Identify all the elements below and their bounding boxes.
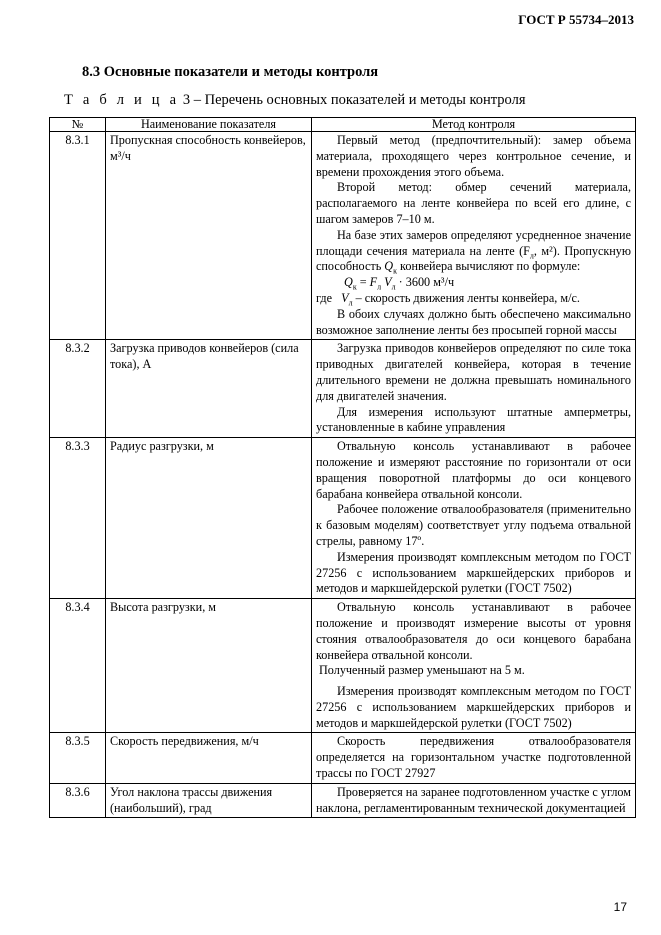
column-header-name: Наименование показателя xyxy=(106,118,312,132)
method-paragraph xyxy=(316,228,631,275)
method-paragraph: Загрузка приводов конвейеров определяют по силе тока приводных двигателей конвейера, которая в течение длительного времени не должна превышать номинального для двигателей значения. xyxy=(316,341,631,403)
control-method xyxy=(312,340,636,438)
table-row xyxy=(50,438,636,599)
method-text: , м²). Пропускную способность xyxy=(316,243,631,274)
method-paragraph: В обоих случаях должно быть обеспечено максимально возможное заполнение ленты без просыпей горной массы xyxy=(316,306,631,337)
method-paragraph: Измерения производят комплексным методом по ГОСТ 27256 с использованием маркшейдерских приборов и методов и маркшейдерской рулетки (ГОСТ 7502) xyxy=(316,684,631,730)
method-paragraph: Первый метод (предпочтительный): замер объема материала, проходящего через контрольное сечение, и времени прохождения этого объема. xyxy=(316,133,631,179)
indicator-name: Загрузка приводов конвейеров (сила тока), А xyxy=(106,340,312,438)
control-method xyxy=(312,438,636,599)
method-text: конвейера вычисляют по формуле: xyxy=(400,259,581,274)
indicator-name: Угол наклона трассы движения (наибольший), град xyxy=(106,783,312,818)
indicator-name: Пропускная способность конвейеров, м³/ч xyxy=(106,132,312,340)
row-number: 8.3.3 xyxy=(50,438,106,599)
page-number: 17 xyxy=(613,900,627,914)
document-header: ГОСТ Р 55734–2013 xyxy=(518,12,634,27)
formula: $Q_к = F_л$ $V_л \cdot 3600$ м³/ч xyxy=(344,275,455,292)
subscript-l: л xyxy=(529,251,534,261)
section-title: 8.3 Основные показатели и методы контроля xyxy=(82,64,379,80)
formula-tail: · 3600 м³/ч xyxy=(398,275,455,290)
column-header-number: № xyxy=(50,118,106,132)
row-number: 8.3.5 xyxy=(50,733,106,783)
subscript-k: к xyxy=(393,266,397,276)
method-paragraph: Для измерения используют штатные амперметры, установленные в кабине управления xyxy=(316,404,631,435)
method-paragraph: Второй метод: обмер сечений материала, располагаемого на ленте конвейера по всей его длине, с шагом замеров 7–10 м. xyxy=(316,180,631,226)
method-paragraph: Скорость передвижения отвалообразователя определяется на горизонтальном участке подготовленной трассы по ГОСТ 27927 xyxy=(316,734,631,781)
control-method xyxy=(312,132,636,340)
method-paragraph: где $V_л$ – скорость движения ленты конвейера, м/с. xyxy=(316,290,580,308)
indicator-name: Скорость передвижения, м/ч xyxy=(106,733,312,783)
control-method xyxy=(312,733,636,783)
table-caption-label: Т а б л и ц а xyxy=(64,92,180,108)
method-text: На базе этих замеров определяют усредненное значение площади сечения материала на ленте (F xyxy=(316,227,631,258)
method-paragraph: Рабочее положение отвалообразователя (применительно к базовым моделям) соответствует углу подъема отвальной стрелы, равному 17º. xyxy=(316,502,631,548)
method-paragraph: Отвальную консоль устанавливают в рабочее положение и измеряют расстояние по горизонтали от оси вращения поворотной платформы до оси концевого барабана конвейера отвальной консоли. xyxy=(316,439,631,501)
control-method xyxy=(312,599,636,733)
method-paragraph: Отвальную консоль устанавливают в рабочее положение и производят измерение высоты от уровня стояния отвалообразователя до оси концевого барабана конвейера отвальной консоли. xyxy=(316,600,631,662)
column-header-method: Метод контроля xyxy=(312,118,636,132)
indicators-table xyxy=(49,117,636,818)
indicator-name: Высота разгрузки, м xyxy=(106,599,312,733)
table-row xyxy=(50,599,636,733)
symbol-q: Q xyxy=(384,259,394,274)
row-number: 8.3.1 xyxy=(50,132,106,340)
method-paragraph: Проверяется на заранее подготовленном участке с углом наклона, регламентированным технической документацией xyxy=(316,784,631,815)
row-number: 8.3.6 xyxy=(50,783,106,818)
table-row xyxy=(50,733,636,783)
table-row xyxy=(50,340,636,438)
row-number: 8.3.4 xyxy=(50,599,106,733)
table-caption-text: 3 – Перечень основных показателей и методы контроля xyxy=(179,92,526,108)
control-method xyxy=(312,783,636,818)
table-row xyxy=(50,783,636,818)
method-text: – скорость движения ленты конвейера, м/с. xyxy=(355,290,580,305)
method-paragraph: Измерения производят комплексным методом по ГОСТ 27256 с использованием маркшейдерских приборов и методов и маркшейдерской рулетки (ГОСТ 7502) xyxy=(316,549,631,596)
table-header-row xyxy=(50,118,636,132)
indicator-name: Радиус разгрузки, м xyxy=(106,438,312,599)
row-number: 8.3.2 xyxy=(50,340,106,438)
table-caption xyxy=(64,92,525,109)
method-paragraph: Полученный размер уменьшают на 5 м. xyxy=(319,663,525,678)
table-row xyxy=(50,132,636,340)
method-text: где xyxy=(316,290,333,305)
